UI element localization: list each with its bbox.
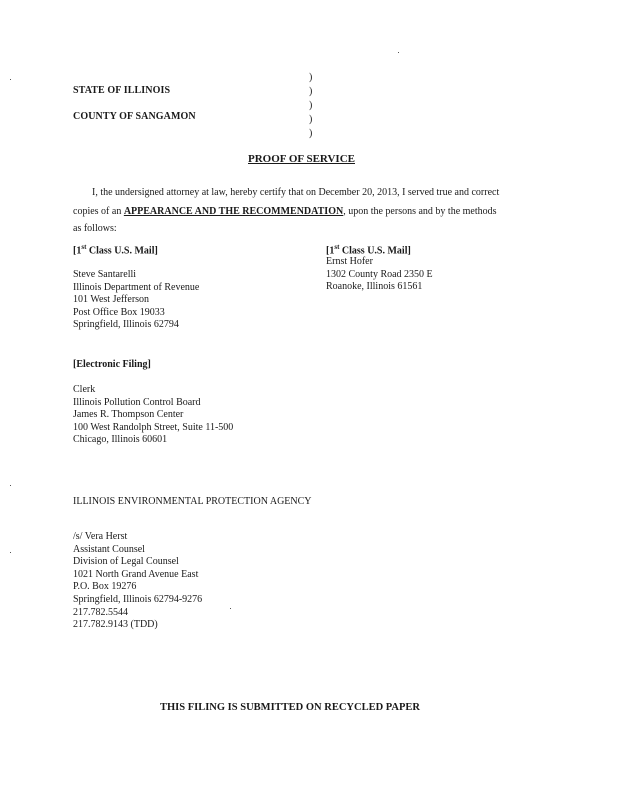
signature-line: 1021 North Grand Avenue East: [73, 568, 199, 580]
address-line: Ernst Hofer: [326, 256, 373, 267]
address-line: Illinois Pollution Control Board: [73, 396, 201, 408]
scan-speck: [10, 79, 11, 80]
address-line: 1302 County Road 2350 E: [326, 268, 433, 280]
address-line: Springfield, Illinois 62794: [73, 319, 179, 331]
address-line: James R. Thompson Center: [73, 409, 184, 421]
document-title: APPEARANCE AND THE RECOMMENDATION: [123, 206, 344, 217]
scan-speck: [230, 608, 231, 609]
caption-state: STATE OF ILLINOIS: [73, 85, 171, 96]
caption-county: COUNTY OF SANGAMON: [73, 111, 196, 122]
caption-parens: [309, 72, 312, 139]
address-line: Illinois Department of Revenue: [73, 281, 200, 293]
electronic-service-address: [73, 384, 233, 447]
scan-speck: [398, 52, 399, 53]
address-line: 100 West Randolph Street, Suite 11-500: [73, 421, 234, 433]
signature-line: 217.782.9143 (TDD): [73, 619, 158, 631]
signature-line: Assistant Counsel: [73, 543, 145, 555]
address-line: Post Office Box 19033: [73, 306, 165, 318]
left-service-method: [1st Class U.S. Mail]: [73, 243, 158, 257]
certification-line-2-post: , upon the persons and by the methods: [343, 206, 497, 217]
address-line: 101 West Jefferson: [73, 294, 150, 306]
right-service-method: [1st Class U.S. Mail]: [326, 243, 411, 257]
certification-line-3: as follows:: [73, 223, 117, 234]
electronic-service-method: [Electronic Filing]: [73, 359, 151, 370]
certification-line-1: I, the undersigned attorney at law, hereby certify that on December 20, 2013, I served true and correct: [92, 187, 500, 198]
certification-line-2-pre: copies of an: [73, 206, 124, 217]
right-service-address: [326, 256, 433, 294]
signature-line: Springfield, Illinois 62794-9276: [73, 593, 203, 605]
caption-paren: ): [309, 114, 313, 125]
signature-line: /s/ Vera Herst: [73, 531, 128, 542]
caption-paren: ): [309, 86, 313, 97]
signature-line: 217.782.5544: [73, 606, 128, 618]
certification-line-2: [73, 206, 497, 218]
caption-paren: ): [309, 128, 313, 139]
address-line: Roanoke, Illinois 61561: [326, 281, 423, 293]
recycled-paper-footer: THIS FILING IS SUBMITTED ON RECYCLED PAPER: [160, 702, 421, 713]
left-service-address: [73, 269, 199, 332]
agency-name: ILLINOIS ENVIRONMENTAL PROTECTION AGENCY: [73, 496, 312, 507]
scan-speck: [10, 485, 11, 486]
page-title: PROOF OF SERVICE: [248, 153, 355, 165]
signature-line: Division of Legal Counsel: [73, 556, 179, 568]
signature-block: [73, 531, 202, 632]
address-line: Steve Santarelli: [73, 269, 137, 280]
caption-paren: ): [309, 72, 313, 83]
signature-line: P.O. Box 19276: [73, 581, 137, 593]
caption-paren: ): [309, 100, 313, 111]
scan-speck: [10, 552, 11, 553]
address-line: Chicago, Illinois 60601: [73, 434, 168, 446]
address-line: Clerk: [73, 384, 96, 395]
